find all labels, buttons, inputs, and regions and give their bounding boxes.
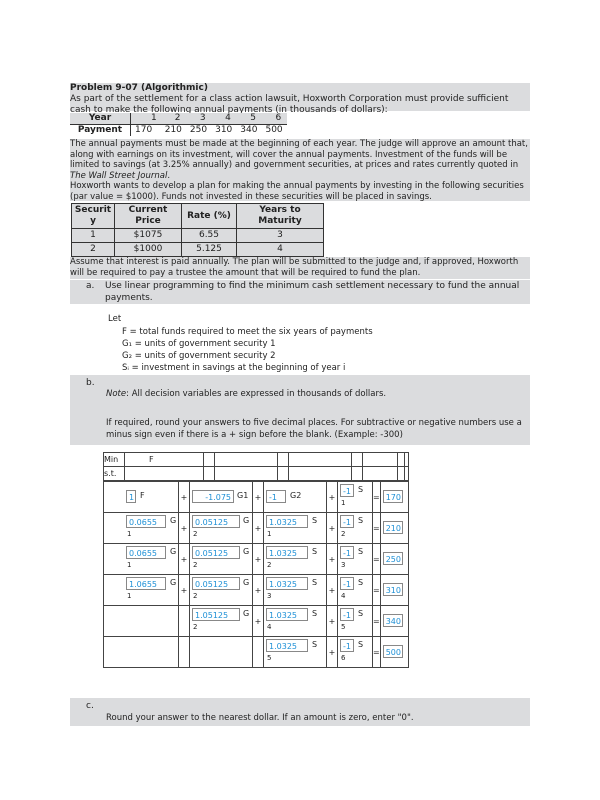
rhs-input[interactable]: 250: [383, 552, 403, 565]
part-c-text: Round your answer to the nearest dollar. If an amount is zero, enter "0".: [106, 713, 414, 723]
security-cell: 1: [72, 229, 115, 243]
var-subscript: 3: [267, 592, 272, 600]
security-col-header: Securit y: [72, 204, 115, 229]
var-subscript: 2: [267, 561, 272, 569]
coef-g1-input[interactable]: -1.075: [192, 490, 234, 503]
coef-s-input[interactable]: 1.0325: [266, 608, 308, 621]
lp-model: [103, 452, 409, 668]
plus-sign: +: [179, 482, 190, 513]
definition-g1: G₁ = units of government security 1: [122, 339, 276, 349]
plus-sign: +: [253, 606, 264, 637]
var-label: S: [358, 578, 364, 587]
var-label: G: [170, 547, 177, 556]
rhs-input[interactable]: 210: [383, 521, 403, 534]
min-label: Min: [104, 453, 125, 467]
plus-sign: +: [327, 637, 338, 668]
part-a-block: [70, 280, 530, 304]
payment-cell: 210: [164, 125, 182, 135]
var-label: S: [358, 547, 364, 556]
part-a-label: a.: [86, 281, 95, 291]
var-label: G: [243, 516, 250, 525]
problem-header: [70, 83, 530, 115]
coef-g2-input[interactable]: 0.05125: [192, 546, 240, 559]
year-cell: 1: [151, 113, 157, 123]
definition-f: F = total funds required to meet the six years of payments: [122, 327, 373, 337]
coef-g2-input[interactable]: 1.05125: [192, 608, 240, 621]
plus-sign: +: [327, 482, 338, 513]
constraint-row-1: [104, 482, 409, 513]
securities-table: [71, 203, 324, 257]
coef-g1-input[interactable]: 1.0655: [126, 577, 166, 590]
plus-sign: +: [253, 513, 264, 544]
var-subscript: 4: [267, 623, 272, 631]
security-cell: 2: [72, 243, 115, 257]
constraint-row-4: [104, 575, 409, 606]
security-cell: 4: [237, 243, 324, 257]
part-a-text: Use linear programming to find the minimum cash settlement necessary to fund the annual payments.: [105, 281, 520, 303]
var-subscript: 1: [127, 530, 132, 538]
var-subscript: 5: [267, 654, 272, 662]
payment-cell: 340: [240, 125, 258, 135]
plus-sign: +: [327, 544, 338, 575]
year-cell: 4: [225, 113, 231, 123]
var-subscript: 1: [341, 499, 346, 507]
var-label: G: [243, 578, 250, 587]
plus-sign: +: [327, 513, 338, 544]
var-label: S: [312, 516, 318, 525]
security-cell: 5.125: [182, 243, 237, 257]
var-subscript: 6: [341, 654, 346, 662]
var-label: G2: [290, 491, 302, 500]
payment-cell: 250: [189, 125, 208, 135]
var-subscript: 4: [341, 592, 346, 600]
constraint-row-2: [104, 513, 409, 544]
definitions-list: [122, 326, 373, 374]
coef-g2-input[interactable]: 0.05125: [192, 515, 240, 528]
coef-s-input[interactable]: -1: [340, 608, 354, 621]
coef-s-input[interactable]: 1.0325: [266, 546, 308, 559]
paragraph-interest: Assume that interest is paid annually. The plan will be submitted to the judge and, if approved, Hoxworth will be required to pay a trustee the amount that will be required to fund the plan.: [70, 257, 530, 279]
paragraph-funds: The annual payments must be made at the beginning of each year. The judge will approve an amount that, along with earnings on its investment, will cover the annual payments. Investment of the funds will be limited to savings (at 3.25% annually) and government securities, at prices and rates currently quoted in The Wall Street Journal.: [70, 139, 528, 181]
plus-sign: +: [327, 575, 338, 606]
journal-title: The Wall Street Journal: [70, 170, 168, 181]
plus-sign: +: [253, 482, 264, 513]
var-label: S: [358, 485, 364, 494]
year-cell: 3: [199, 113, 206, 123]
coef-g2-input[interactable]: -1: [266, 490, 286, 503]
coef-g1-input[interactable]: 0.0655: [126, 546, 166, 559]
payment-cell: 500: [265, 125, 283, 135]
definition-g2: G₂ = units of government security 2: [122, 351, 276, 361]
coef-s-input[interactable]: -1: [340, 546, 354, 559]
payment-cell: 170: [135, 125, 153, 135]
var-subscript: 1: [127, 592, 132, 600]
plus-sign: +: [327, 606, 338, 637]
definition-si: Sᵢ = investment in savings at the beginning of year i: [122, 363, 346, 373]
rounding-instructions: If required, round your answers to five decimal places. For subtractive or negative numbers use a minus sign even if there is a + sign before the blank. (Example: -300): [106, 418, 522, 440]
payments-table: [70, 113, 287, 136]
equals-sign: =: [373, 606, 381, 637]
paragraph-plan: Hoxworth wants to develop a plan for making the annual payments by investing in the following securities (par value = $1000). Funds not invested in these securities will be placed in savings.: [70, 181, 524, 202]
var-label: G: [170, 516, 177, 525]
plus-sign: +: [179, 575, 190, 606]
payment-header: Payment: [70, 125, 131, 137]
rhs-input[interactable]: 170: [383, 490, 403, 503]
description-block: [70, 139, 530, 201]
plus-sign: +: [179, 513, 190, 544]
equals-sign: =: [373, 637, 381, 668]
var-label: G: [170, 578, 177, 587]
price-col-header: Current Price: [115, 204, 182, 229]
security-cell: $1075: [115, 229, 182, 243]
var-label: S: [312, 640, 318, 649]
constraint-row-3: [104, 544, 409, 575]
plus-sign: +: [253, 544, 264, 575]
constraint-row-6: [104, 637, 409, 668]
year-cell: 2: [174, 113, 181, 123]
objective-var: F: [125, 453, 204, 467]
part-b-block: [70, 375, 530, 445]
year-cell: 6: [275, 113, 282, 123]
payment-cell: 310: [215, 125, 233, 135]
var-subscript: 2: [193, 592, 198, 600]
coef-g2-input[interactable]: 0.05125: [192, 577, 240, 590]
coef-s-input[interactable]: 1.0325: [266, 639, 308, 652]
var-subscript: 3: [341, 561, 346, 569]
rhs-input[interactable]: 340: [383, 614, 403, 627]
var-subscript: 2: [193, 530, 198, 538]
var-label: S: [312, 609, 318, 618]
var-subscript: 5: [341, 623, 346, 631]
maturity-col-header: Years to Maturity: [237, 204, 324, 229]
lp-header: [103, 452, 409, 481]
year-header: Year: [70, 113, 131, 125]
coef-g1-input[interactable]: 0.0655: [126, 515, 166, 528]
var-label: S: [358, 609, 364, 618]
rate-col-header: Rate (%): [182, 204, 237, 229]
security-cell: $1000: [115, 243, 182, 257]
constraint-row-5: [104, 606, 409, 637]
let-label: Let: [108, 314, 122, 324]
var-label: G: [243, 609, 250, 618]
part-c-block: [70, 698, 530, 726]
equals-sign: =: [373, 513, 381, 544]
st-label: s.t.: [104, 467, 125, 481]
part-b-label: b.: [86, 378, 95, 388]
lp-constraints: [103, 481, 409, 668]
coef-s-input[interactable]: 1.0325: [266, 577, 308, 590]
equals-sign: =: [373, 544, 381, 575]
equals-sign: =: [373, 575, 381, 606]
part-c-label: c.: [86, 701, 94, 711]
security-cell: 3: [237, 229, 324, 243]
rhs-input[interactable]: 500: [383, 645, 403, 658]
var-label: S: [312, 547, 318, 556]
year-cell: 5: [250, 113, 257, 123]
note-text: Note: All decision variables are expressed in thousands of dollars.: [106, 389, 387, 399]
var-label: G: [243, 547, 250, 556]
coef-s-input[interactable]: 1.0325: [266, 515, 308, 528]
var-subscript: 1: [127, 561, 132, 569]
coef-s-input[interactable]: -1: [340, 639, 354, 652]
var-label: S: [312, 578, 318, 587]
rhs-input[interactable]: 310: [383, 583, 403, 596]
plus-sign: +: [179, 544, 190, 575]
equals-sign: =: [373, 482, 381, 513]
coef-s-input[interactable]: -1: [340, 577, 354, 590]
coef-f-input[interactable]: 1: [126, 490, 136, 503]
coef-s-input[interactable]: -1: [340, 515, 354, 528]
var-subscript: 1: [267, 530, 272, 538]
intro-text: As part of the settlement for a class action lawsuit, Hoxworth Corporation must provide sufficient cash to make the following annual payments (in thousands of dollars):: [70, 94, 509, 115]
var-label: S: [358, 640, 364, 649]
problem-title: Problem 9-07 (Algorithmic): [70, 83, 208, 93]
var-subscript: 2: [193, 561, 198, 569]
var-subscript: 2: [193, 623, 198, 631]
var-label: S: [358, 516, 364, 525]
var-subscript: 2: [341, 530, 346, 538]
coef-s-input[interactable]: -1: [340, 484, 354, 497]
plus-sign: +: [253, 575, 264, 606]
var-label: G1: [237, 491, 249, 500]
var-label: F: [140, 491, 145, 500]
security-cell: 6.55: [182, 229, 237, 243]
